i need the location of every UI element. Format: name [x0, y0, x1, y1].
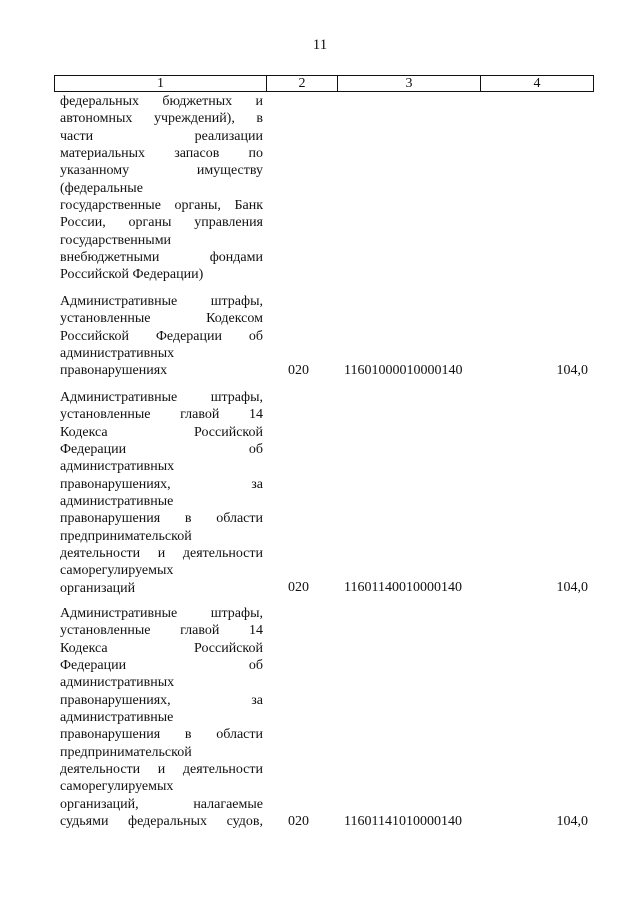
desc-line: административных — [60, 346, 175, 362]
row-code: 020 — [288, 363, 309, 378]
row-code: 020 — [288, 814, 309, 829]
page-number: 11 — [312, 37, 328, 53]
desc-line: (федеральные — [60, 180, 143, 196]
table-header — [54, 75, 594, 92]
header-col-2: 2 — [267, 76, 338, 91]
desc-line: судьями федеральных судов, — [60, 814, 263, 830]
row-description — [60, 605, 263, 830]
desc-line: Административные штрафы, — [60, 294, 263, 309]
desc-line: организаций, налагаемые — [60, 796, 263, 812]
row-description — [60, 389, 263, 597]
header-col-1: 1 — [55, 76, 267, 91]
desc-line: предпринимательской — [60, 528, 192, 544]
row-kbk: 11601000010000140 — [344, 363, 463, 378]
desc-line: правонарушения в области — [60, 727, 263, 743]
desc-line: саморегулируемых — [60, 779, 174, 795]
desc-line: административных — [60, 459, 175, 475]
desc-line: России, органы управления — [60, 215, 263, 231]
row-kbk: 11601141010000140 — [344, 814, 462, 829]
desc-line: Федерации об — [60, 658, 263, 674]
desc-line: административные — [60, 710, 174, 726]
desc-line: установленные главой 14 — [60, 407, 263, 423]
header-col-4: 4 — [533, 76, 541, 91]
desc-line: административных — [60, 675, 175, 691]
desc-line: деятельности и деятельности — [60, 546, 263, 562]
header-col-3: 3 — [338, 76, 481, 91]
desc-line: внебюджетными фондами — [60, 250, 263, 266]
desc-line: правонарушениях — [60, 363, 168, 379]
desc-line: Российской Федерации) — [60, 267, 204, 283]
row-code: 020 — [288, 580, 309, 595]
desc-line: установленные главой 14 — [60, 623, 263, 639]
row-amount: 104,0 — [556, 814, 588, 829]
row-description — [60, 93, 263, 284]
desc-line: предпринимательской — [60, 744, 192, 760]
desc-line: саморегулируемых — [60, 563, 174, 579]
row-description — [60, 293, 263, 380]
desc-line: правонарушения в области — [60, 511, 263, 527]
desc-line: организаций — [60, 580, 136, 596]
desc-line: Российской Федерации об — [60, 328, 263, 344]
row-amount: 104,0 — [556, 363, 588, 378]
desc-line: административные — [60, 494, 174, 510]
desc-line: правонарушениях, за — [60, 476, 263, 492]
row-amount: 104,0 — [556, 580, 588, 595]
desc-line: Кодекса Российской — [60, 424, 263, 440]
desc-line: Федерации об — [60, 442, 263, 458]
desc-line: государственные органы, Банк — [60, 198, 263, 214]
desc-line: государственными — [60, 232, 172, 248]
desc-line: федеральных бюджетных и — [60, 94, 263, 109]
desc-line: установленные Кодексом — [60, 311, 263, 327]
desc-line: Кодекса Российской — [60, 640, 263, 656]
row-kbk: 11601140010000140 — [344, 580, 462, 595]
desc-line: автономных учреждений), в — [60, 111, 263, 127]
desc-line: Административные штрафы, — [60, 390, 263, 405]
desc-line: правонарушениях, за — [60, 692, 263, 708]
desc-line: Административные штрафы, — [60, 606, 263, 621]
desc-line: деятельности и деятельности — [60, 762, 263, 778]
desc-line: части реализации — [60, 128, 263, 144]
desc-line: указанному имуществу — [60, 163, 263, 179]
desc-line: материальных запасов по — [60, 146, 263, 162]
